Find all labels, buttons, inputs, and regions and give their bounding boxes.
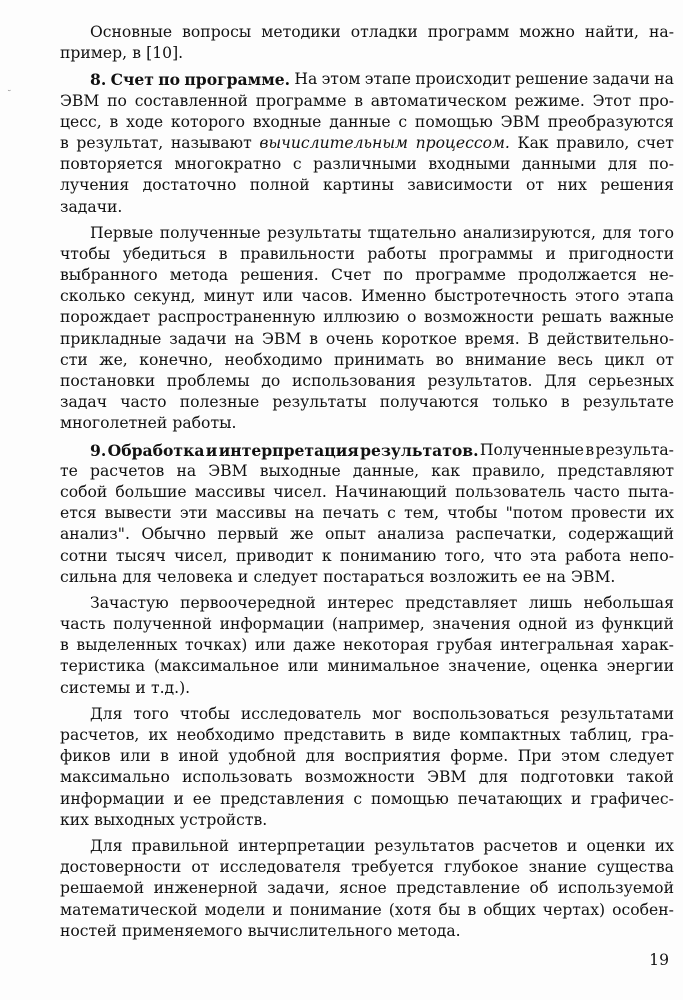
page-number: 19 — [649, 951, 669, 969]
text-line: выбранного метода решения. Счет по программе продолжается не- — [60, 266, 674, 285]
text-line: задачи. — [60, 197, 123, 216]
text-line: ких выходных устройств. — [60, 810, 268, 829]
text-line: лучения достаточно полной картины зависимости от них решения — [60, 176, 674, 195]
text-line: ностей применяемого вычислительного метода. — [60, 921, 461, 940]
section-paragraph — [60, 440, 674, 588]
paragraph — [60, 593, 674, 699]
text-line: многолетней работы. — [60, 414, 237, 433]
text-line: чтобы убедиться в правильности работы программы и пригодности — [60, 244, 674, 263]
text-line: расчетов, их необходимо представить в виде компактных таблиц, гра- — [60, 726, 674, 744]
text-line: информации и ее представления с помощью печатающих и графичес- — [60, 789, 674, 808]
text-line: Для того чтобы исследователь мог воспользоваться результатами — [90, 704, 674, 723]
text-line: Основные вопросы методики отладки программ можно найти, на- — [90, 23, 674, 41]
text-line: ется вывести эти массивы на печать с тем, чтобы "потом провести их — [60, 504, 674, 523]
text-line: достоверности от исследователя требуется глубокое знание существа — [60, 858, 674, 877]
text-line: задач часто полезные результаты получаются только в результате — [60, 393, 674, 412]
text-line: собой большие массивы чисел. Начинающий пользователь часто пыта- — [60, 482, 674, 501]
text-line: сильна для человека и следует постараться возложить ее на ЭВМ. — [60, 567, 616, 586]
text-line: ЭВМ по составленной программе в автоматическом режиме. Этот про- — [60, 91, 674, 110]
text-line: в результат, называют вычислительным процессом. Как правило, счет — [60, 133, 674, 152]
text-line: прикладные задачи на ЭВМ в очень короткое время. В действительно- — [60, 329, 674, 348]
text-line: Первые полученные результаты тщательно анализируются, для того — [90, 223, 674, 242]
text-line: Для правильной интерпретации результатов расчетов и оценки их — [90, 836, 674, 855]
text-line: сколько секунд, минут или часов. Именно быстротечность этого этапа — [60, 287, 674, 306]
text-line: цесс, в ходе которого входные данные с помощью ЭВМ преобразуются — [60, 112, 674, 131]
text-line: повторяется многократно с различными входными данными для по- — [60, 155, 674, 174]
scan-speck: ˘ — [7, 90, 12, 100]
paragraph — [60, 223, 674, 435]
text-line: 9. Обработка и интерпретация результатов. Полученные в результа- — [90, 440, 674, 460]
body-text — [60, 22, 674, 942]
text-line: сти же, конечно, необходимо принимать во внимание весь цикл от — [60, 350, 674, 369]
text-line: постановки проблемы до использования результатов. Для серьезных — [60, 372, 674, 390]
text-line: максимально использовать возможности ЭВМ для подготовки такой — [60, 768, 674, 787]
text-line: Зачастую первоочередной интерес представляет лишь небольшая — [90, 593, 674, 612]
text-line: системы и т.д.). — [60, 678, 191, 697]
text-line: решаемой инженерной задачи, ясное представление об используемой — [60, 879, 674, 898]
text-line: часть полученной информации (например, значения одной из функций — [60, 615, 674, 634]
text-line: математической модели и понимание (хотя бы в общих чертах) особен- — [60, 900, 674, 919]
text-line: фиков или в иной удобной для восприятия форме. При этом следует — [60, 747, 674, 766]
text-line: анализ". Обычно первый же опыт анализа распечатки, содержащий — [60, 525, 674, 544]
text-line: теристика (максимальное или минимальное значение, оценка энергии — [60, 657, 674, 676]
text-line: пример, в [10]. — [60, 44, 184, 63]
text-line: порождает распространенную иллюзию о возможности решать важные — [60, 308, 674, 327]
text-line: в выделенных точках) или даже некоторая грубая интегральная харак- — [60, 636, 674, 655]
text-line: те расчетов на ЭВМ выходные данные, как правило, представляют — [60, 461, 674, 480]
text-line: сотни тысяч чисел, приводит к пониманию того, что эта работа непо- — [60, 546, 674, 565]
section-paragraph — [60, 69, 674, 217]
paragraph — [60, 704, 674, 831]
text-line: 8. Счет по программе. На этом этапе происходит решение задачи на — [90, 70, 674, 90]
paragraph — [60, 22, 674, 64]
paragraph — [60, 836, 674, 942]
